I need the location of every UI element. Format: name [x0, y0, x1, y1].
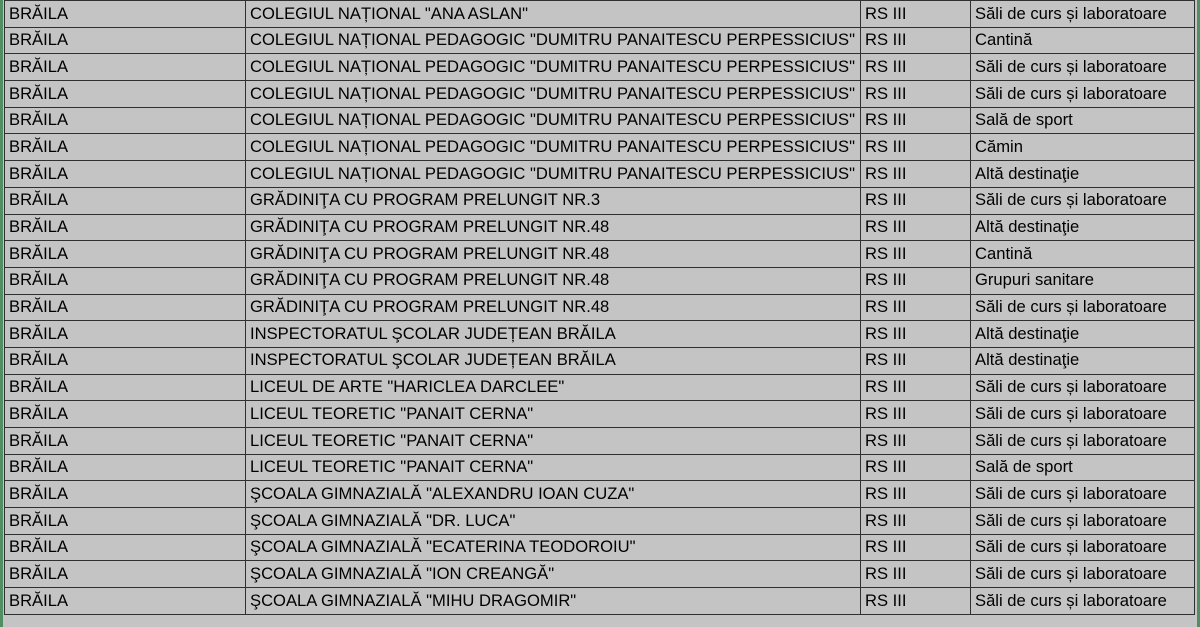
cell-destination[interactable]: Altă destinaţie	[971, 347, 1195, 374]
cell-destination[interactable]: Cantină	[971, 241, 1195, 268]
cell-risk-class[interactable]: RS III	[861, 214, 971, 241]
cell-city[interactable]: BRĂILA	[5, 107, 246, 134]
cell-city[interactable]: BRĂILA	[5, 401, 246, 428]
table-row	[5, 401, 1195, 428]
cell-city[interactable]: BRĂILA	[5, 81, 246, 108]
cell-school[interactable]: GRĂDINIŢA CU PROGRAM PRELUNGIT NR.48	[246, 241, 861, 268]
cell-risk-class[interactable]: RS III	[861, 561, 971, 588]
cell-school[interactable]: ŞCOALA GIMNAZIALĂ "ECATERINA TEODOROIU"	[246, 534, 861, 561]
cell-city[interactable]: BRĂILA	[5, 347, 246, 374]
cell-destination[interactable]: Săli de curs și laboratoare	[971, 54, 1195, 81]
cell-city[interactable]: BRĂILA	[5, 1, 246, 28]
table-row	[5, 534, 1195, 561]
cell-risk-class[interactable]: RS III	[861, 81, 971, 108]
cell-city[interactable]: BRĂILA	[5, 508, 246, 535]
cell-destination[interactable]: Săli de curs și laboratoare	[971, 374, 1195, 401]
cell-risk-class[interactable]: RS III	[861, 161, 971, 188]
cell-city[interactable]: BRĂILA	[5, 428, 246, 455]
cell-risk-class[interactable]: RS III	[861, 481, 971, 508]
cell-destination[interactable]: Săli de curs și laboratoare	[971, 481, 1195, 508]
cell-school[interactable]: COLEGIUL NAȚIONAL PEDAGOGIC "DUMITRU PANAITESCU PERPESSICIUS"	[246, 134, 861, 161]
cell-risk-class[interactable]: RS III	[861, 134, 971, 161]
cell-city[interactable]: BRĂILA	[5, 454, 246, 481]
cell-school[interactable]: LICEUL TEORETIC "PANAIT CERNA"	[246, 401, 861, 428]
cell-school[interactable]: INSPECTORATUL ŞCOLAR JUDEȚEAN BRĂILA	[246, 321, 861, 348]
cell-school[interactable]: ŞCOALA GIMNAZIALĂ "MIHU DRAGOMIR"	[246, 588, 861, 615]
table-row	[5, 347, 1195, 374]
cell-city[interactable]: BRĂILA	[5, 241, 246, 268]
cell-risk-class[interactable]: RS III	[861, 347, 971, 374]
cell-school[interactable]: COLEGIUL NAȚIONAL "ANA ASLAN"	[246, 1, 861, 28]
cell-city[interactable]: BRĂILA	[5, 588, 246, 615]
cell-destination[interactable]: Cantină	[971, 27, 1195, 54]
cell-risk-class[interactable]: RS III	[861, 107, 971, 134]
table-row	[5, 374, 1195, 401]
table-row	[5, 27, 1195, 54]
cell-city[interactable]: BRĂILA	[5, 561, 246, 588]
cell-risk-class[interactable]: RS III	[861, 508, 971, 535]
cell-risk-class[interactable]: RS III	[861, 1, 971, 28]
cell-city[interactable]: BRĂILA	[5, 534, 246, 561]
cell-city[interactable]: BRĂILA	[5, 27, 246, 54]
cell-risk-class[interactable]: RS III	[861, 267, 971, 294]
table-row	[5, 267, 1195, 294]
cell-school[interactable]: INSPECTORATUL ŞCOLAR JUDEȚEAN BRĂILA	[246, 347, 861, 374]
table-row	[5, 54, 1195, 81]
cell-risk-class[interactable]: RS III	[861, 294, 971, 321]
cell-risk-class[interactable]: RS III	[861, 54, 971, 81]
cell-destination[interactable]: Săli de curs și laboratoare	[971, 294, 1195, 321]
cell-destination[interactable]: Sală de sport	[971, 454, 1195, 481]
table-row	[5, 561, 1195, 588]
cell-city[interactable]: BRĂILA	[5, 161, 246, 188]
cell-destination[interactable]: Săli de curs și laboratoare	[971, 401, 1195, 428]
cell-destination[interactable]: Săli de curs și laboratoare	[971, 588, 1195, 615]
cell-destination[interactable]: Altă destinaţie	[971, 321, 1195, 348]
cell-school[interactable]: GRĂDINIŢA CU PROGRAM PRELUNGIT NR.3	[246, 187, 861, 214]
table-row	[5, 481, 1195, 508]
cell-city[interactable]: BRĂILA	[5, 321, 246, 348]
table-row	[5, 321, 1195, 348]
table-row	[5, 1, 1195, 28]
table-row	[5, 508, 1195, 535]
table-row	[5, 134, 1195, 161]
cell-destination[interactable]: Săli de curs și laboratoare	[971, 187, 1195, 214]
cell-school[interactable]: COLEGIUL NAȚIONAL PEDAGOGIC "DUMITRU PANAITESCU PERPESSICIUS"	[246, 161, 861, 188]
cell-destination[interactable]: Săli de curs și laboratoare	[971, 1, 1195, 28]
cell-destination[interactable]: Grupuri sanitare	[971, 267, 1195, 294]
cell-school[interactable]: COLEGIUL NAȚIONAL PEDAGOGIC "DUMITRU PANAITESCU PERPESSICIUS"	[246, 54, 861, 81]
cell-destination[interactable]: Săli de curs și laboratoare	[971, 534, 1195, 561]
cell-city[interactable]: BRĂILA	[5, 187, 246, 214]
cell-destination[interactable]: Altă destinaţie	[971, 214, 1195, 241]
cell-risk-class[interactable]: RS III	[861, 321, 971, 348]
left-window-edge	[0, 0, 3, 627]
cell-school[interactable]: LICEUL TEORETIC "PANAIT CERNA"	[246, 428, 861, 455]
cell-city[interactable]: BRĂILA	[5, 214, 246, 241]
table-row	[5, 214, 1195, 241]
cell-risk-class[interactable]: RS III	[861, 588, 971, 615]
cell-destination[interactable]: Săli de curs și laboratoare	[971, 561, 1195, 588]
cell-risk-class[interactable]: RS III	[861, 428, 971, 455]
cell-city[interactable]: BRĂILA	[5, 267, 246, 294]
table-row	[5, 588, 1195, 615]
table-row	[5, 428, 1195, 455]
cell-city[interactable]: BRĂILA	[5, 374, 246, 401]
grid-body	[5, 1, 1195, 615]
cell-risk-class[interactable]: RS III	[861, 241, 971, 268]
cell-city[interactable]: BRĂILA	[5, 294, 246, 321]
table-row	[5, 454, 1195, 481]
table-row	[5, 187, 1195, 214]
cell-school[interactable]: COLEGIUL NAȚIONAL PEDAGOGIC "DUMITRU PANAITESCU PERPESSICIUS"	[246, 107, 861, 134]
table-row	[5, 294, 1195, 321]
cell-school[interactable]: GRĂDINIŢA CU PROGRAM PRELUNGIT NR.48	[246, 294, 861, 321]
cell-destination[interactable]: Săli de curs și laboratoare	[971, 508, 1195, 535]
table-row	[5, 241, 1195, 268]
cell-city[interactable]: BRĂILA	[5, 54, 246, 81]
cell-school[interactable]: ŞCOALA GIMNAZIALĂ "DR. LUCA"	[246, 508, 861, 535]
cell-city[interactable]: BRĂILA	[5, 481, 246, 508]
table-row	[5, 81, 1195, 108]
cell-school[interactable]: COLEGIUL NAȚIONAL PEDAGOGIC "DUMITRU PANAITESCU PERPESSICIUS"	[246, 81, 861, 108]
cell-risk-class[interactable]: RS III	[861, 374, 971, 401]
cell-risk-class[interactable]: RS III	[861, 401, 971, 428]
cell-school[interactable]: LICEUL TEORETIC "PANAIT CERNA"	[246, 454, 861, 481]
table-row	[5, 161, 1195, 188]
cell-risk-class[interactable]: RS III	[861, 534, 971, 561]
cell-school[interactable]: LICEUL DE ARTE "HARICLEA DARCLEE"	[246, 374, 861, 401]
cell-city[interactable]: BRĂILA	[5, 134, 246, 161]
table-row	[5, 107, 1195, 134]
cell-school[interactable]: GRĂDINIŢA CU PROGRAM PRELUNGIT NR.48	[246, 214, 861, 241]
cell-destination[interactable]: Altă destinaţie	[971, 161, 1195, 188]
cell-destination[interactable]: Sală de sport	[971, 107, 1195, 134]
cell-destination[interactable]: Săli de curs și laboratoare	[971, 81, 1195, 108]
cell-school[interactable]: ŞCOALA GIMNAZIALĂ "ION CREANGĂ"	[246, 561, 861, 588]
cell-risk-class[interactable]: RS III	[861, 27, 971, 54]
cell-school[interactable]: ŞCOALA GIMNAZIALĂ "ALEXANDRU IOAN CUZA"	[246, 481, 861, 508]
cell-school[interactable]: COLEGIUL NAȚIONAL PEDAGOGIC "DUMITRU PANAITESCU PERPESSICIUS"	[246, 27, 861, 54]
cell-destination[interactable]: Săli de curs și laboratoare	[971, 428, 1195, 455]
spreadsheet-grid	[4, 0, 1195, 615]
cell-school[interactable]: GRĂDINIŢA CU PROGRAM PRELUNGIT NR.48	[246, 267, 861, 294]
cell-risk-class[interactable]: RS III	[861, 187, 971, 214]
cell-destination[interactable]: Cămin	[971, 134, 1195, 161]
cell-risk-class[interactable]: RS III	[861, 454, 971, 481]
